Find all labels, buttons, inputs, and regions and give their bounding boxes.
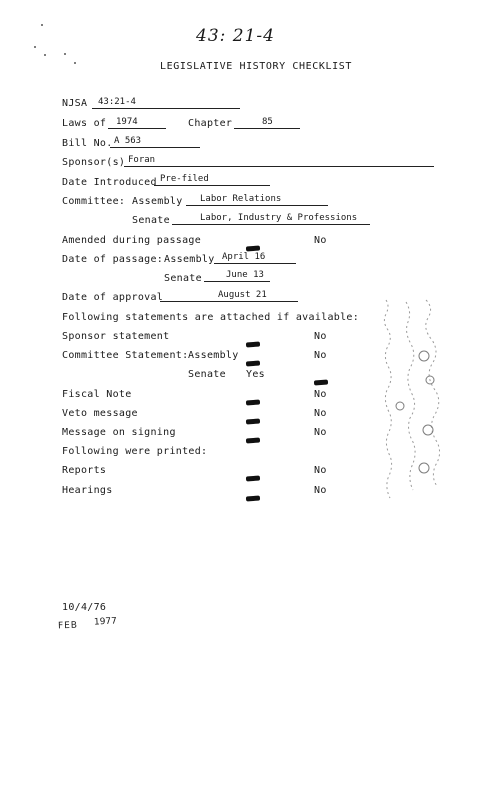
njsa-value: 43:21-4 (98, 97, 136, 107)
scan-speck (41, 24, 43, 26)
printed-heading: Following were printed: (62, 446, 208, 457)
veto-message-no: No (314, 408, 327, 419)
date-of-passage-label: Date of passage: (62, 254, 164, 265)
scan-speck (44, 54, 46, 56)
hearings-no: No (314, 485, 327, 496)
passage-assembly-underline (214, 263, 296, 264)
sponsor-statement-label: Sponsor statement (62, 331, 170, 342)
stamp-year: 1977 (93, 616, 118, 628)
committee-statement-senate-no-struck-mark (314, 370, 328, 389)
reports-yes-struck-mark (246, 466, 260, 485)
message-on-signing-yes-struck-mark (246, 428, 260, 447)
date-of-approval-value: August 21 (218, 290, 267, 300)
amended-label: Amended during passage (62, 235, 202, 246)
handwritten-statute-number: 43: 21-4 (196, 26, 275, 46)
date-of-approval-label: Date of approval (62, 292, 164, 303)
committee-assembly-underline (186, 205, 328, 206)
hearings-yes-struck-mark (246, 486, 260, 505)
committee-statement-label: Committee Statement: (62, 350, 189, 361)
committee-assembly-label: Assembly (132, 196, 183, 207)
laws-of-underline (108, 128, 166, 129)
footer-date: 10/4/76 (62, 602, 107, 613)
committee-senate-underline (172, 224, 370, 225)
committee-statement-senate-yes: Yes (246, 369, 265, 380)
committee-label: Committee: (62, 196, 126, 207)
hearings-label: Hearings (62, 485, 113, 496)
amended-no: No (314, 235, 327, 246)
sponsors-value: Foran (128, 155, 156, 165)
committee-statement-assembly-label: Assembly (188, 350, 239, 361)
message-on-signing-label: Message on signing (62, 427, 176, 438)
committee-statement-senate-label: Senate (188, 369, 226, 380)
passage-senate-underline (204, 281, 270, 282)
veto-message-yes-struck-mark (246, 409, 260, 428)
bill-no-value: A 563 (114, 136, 142, 146)
stamp-month: FEB (57, 620, 79, 632)
scan-speck (74, 62, 76, 64)
sponsors-underline (124, 166, 434, 167)
fiscal-note-label: Fiscal Note (62, 389, 132, 400)
date-introduced-value: Pre-filed (160, 174, 209, 184)
scan-speck (64, 53, 66, 55)
passage-assembly-label: Assembly (164, 254, 215, 265)
committee-senate-value: Labor, Industry & Professions (200, 213, 358, 223)
scan-speck (34, 46, 36, 48)
sponsor-statement-yes-struck-mark (246, 332, 260, 351)
passage-assembly-value: April 16 (222, 252, 266, 262)
scan-artifact-strip (380, 296, 442, 518)
date-introduced-underline (154, 185, 270, 186)
reports-no: No (314, 465, 327, 476)
laws-of-value: 1974 (116, 117, 138, 127)
bill-no-label: Bill No. (62, 138, 113, 149)
committee-statement-assembly-yes-struck-mark (246, 351, 260, 370)
bill-no-underline (110, 147, 200, 148)
committee-senate-label: Senate (132, 215, 170, 226)
veto-message-label: Veto message (62, 408, 138, 419)
date-introduced-label: Date Introduced (62, 177, 157, 188)
fiscal-note-yes-struck-mark (246, 390, 260, 409)
chapter-label: Chapter (188, 118, 233, 129)
committee-assembly-value: Labor Relations (200, 194, 282, 204)
passage-senate-label: Senate (164, 273, 202, 284)
date-of-approval-underline (160, 301, 298, 302)
njsa-underline (92, 108, 240, 109)
sponsor-statement-no: No (314, 331, 327, 342)
chapter-value: 85 (262, 117, 273, 127)
fiscal-note-no: No (314, 389, 327, 400)
document-title: LEGISLATIVE HISTORY CHECKLIST (160, 61, 352, 72)
njsa-label: NJSA (62, 98, 88, 109)
sponsors-label: Sponsor(s) (62, 157, 126, 168)
statements-heading: Following statements are attached if available: (62, 312, 360, 323)
reports-label: Reports (62, 465, 107, 476)
message-on-signing-no: No (314, 427, 327, 438)
committee-statement-assembly-no: No (314, 350, 327, 361)
passage-senate-value: June 13 (226, 270, 264, 280)
laws-of-label: Laws of (62, 118, 107, 129)
chapter-underline (234, 128, 300, 129)
